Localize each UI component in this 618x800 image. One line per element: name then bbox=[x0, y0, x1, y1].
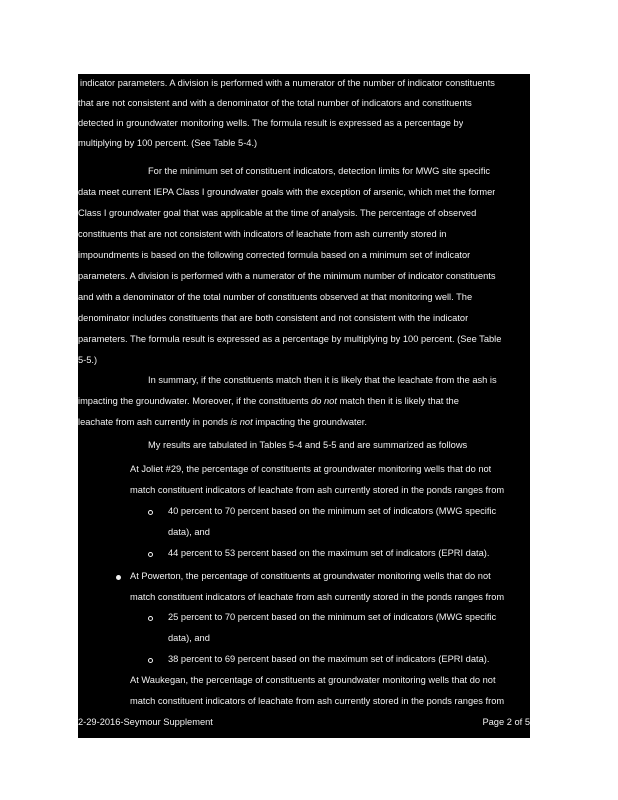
sub-bullet-line: 44 percent to 53 percent based on the maximum set of indicators (EPRI data). bbox=[168, 548, 490, 558]
paragraph-3-line bbox=[78, 396, 459, 406]
sub-bullet-marker bbox=[148, 552, 153, 557]
bullet-line: match constituent indicators of leachate from ash currently stored in the ponds ranges from bbox=[130, 592, 505, 602]
paragraph-2-line: parameters. A division is performed with a numerator of the minimum number of indicator constituents bbox=[78, 271, 496, 281]
paragraph-2-line: impoundments is based on the following corrected formula based on a minimum set of indicator bbox=[78, 250, 471, 260]
paragraph-2-line: parameters. The formula result is expressed as a percentage by multiplying by 100 percent. (See Table bbox=[78, 334, 502, 344]
paragraph-1-line: that are not consistent and with a denominator of the total number of indicators and constituents bbox=[78, 98, 472, 108]
footer-document-id: 2-29-2016-Seymour Supplement bbox=[78, 717, 213, 727]
sub-bullet-line: data), and bbox=[168, 527, 210, 537]
paragraph-3-text: leachate from ash currently in ponds bbox=[78, 417, 228, 427]
paragraph-3-text: impacting the groundwater. bbox=[255, 417, 367, 427]
bullet-line: match constituent indicators of leachate from ash currently stored in the ponds ranges from bbox=[130, 485, 505, 495]
paragraph-3-text: impacting the groundwater. Moreover, if the constituents bbox=[78, 396, 309, 406]
emphasis-is-not: is not bbox=[230, 417, 253, 427]
sub-bullet-line: 38 percent to 69 percent based on the maximum set of indicators (EPRI data). bbox=[168, 654, 490, 664]
paragraph-2-line: Class I groundwater goal that was applicable at the time of analysis. The percentage of observed bbox=[78, 208, 477, 218]
paragraph-2-line: denominator includes constituents that are both consistent and not consistent with the indicator bbox=[78, 313, 469, 323]
paragraph-4-line: My results are tabulated in Tables 5-4 and 5-5 and are summarized as follows bbox=[148, 440, 468, 450]
paragraph-2-line: 5-5.) bbox=[78, 355, 98, 365]
sub-bullet-line: data), and bbox=[168, 633, 210, 643]
paragraph-2-line: and with a denominator of the total number of constituents observed at that monitoring well. The bbox=[78, 292, 473, 302]
page-footer bbox=[78, 717, 530, 731]
sub-bullet-line: 25 percent to 70 percent based on the minimum set of indicators (MWG specific bbox=[168, 612, 497, 622]
paragraph-1-line: indicator parameters. A division is performed with a numerator of the number of indicator constituents bbox=[80, 78, 495, 88]
bullet-line: At Waukegan, the percentage of constituents at groundwater monitoring wells that do not bbox=[130, 675, 496, 685]
redacted-text-block bbox=[78, 74, 530, 738]
paragraph-1-line: multiplying by 100 percent. (See Table 5-4.) bbox=[78, 138, 258, 148]
sub-bullet-marker bbox=[148, 658, 153, 663]
paragraph-1-line: detected in groundwater monitoring wells. The formula result is expressed as a percentage by bbox=[78, 118, 464, 128]
paragraph-2-line: For the minimum set of constituent indicators, detection limits for MWG site specific bbox=[148, 166, 491, 176]
paragraph-2-line: data meet current IEPA Class I groundwater goals with the exception of arsenic, which met the former bbox=[78, 187, 496, 197]
paragraph-3-line: In summary, if the constituents match then it is likely that the leachate from the ash is bbox=[148, 375, 497, 385]
bullet-line: At Joliet #29, the percentage of constituents at groundwater monitoring wells that do not bbox=[130, 464, 492, 474]
bullet-marker bbox=[116, 575, 121, 580]
bullet-line: match constituent indicators of leachate from ash currently stored in the ponds ranges from bbox=[130, 696, 505, 706]
emphasis-do-not: do not bbox=[311, 396, 337, 406]
paragraph-2-line: constituents that are not consistent with indicators of leachate from ash currently stored in bbox=[78, 229, 447, 239]
sub-bullet-line: 40 percent to 70 percent based on the minimum set of indicators (MWG specific bbox=[168, 506, 497, 516]
paragraph-3-text: match then it is likely that the bbox=[339, 396, 459, 406]
sub-bullet-marker bbox=[148, 510, 153, 515]
paragraph-3-line bbox=[78, 417, 367, 427]
bullet-line: At Powerton, the percentage of constituents at groundwater monitoring wells that do not bbox=[130, 571, 491, 581]
footer-page-number: Page 2 of 5 bbox=[482, 717, 530, 727]
sub-bullet-marker bbox=[148, 616, 153, 621]
